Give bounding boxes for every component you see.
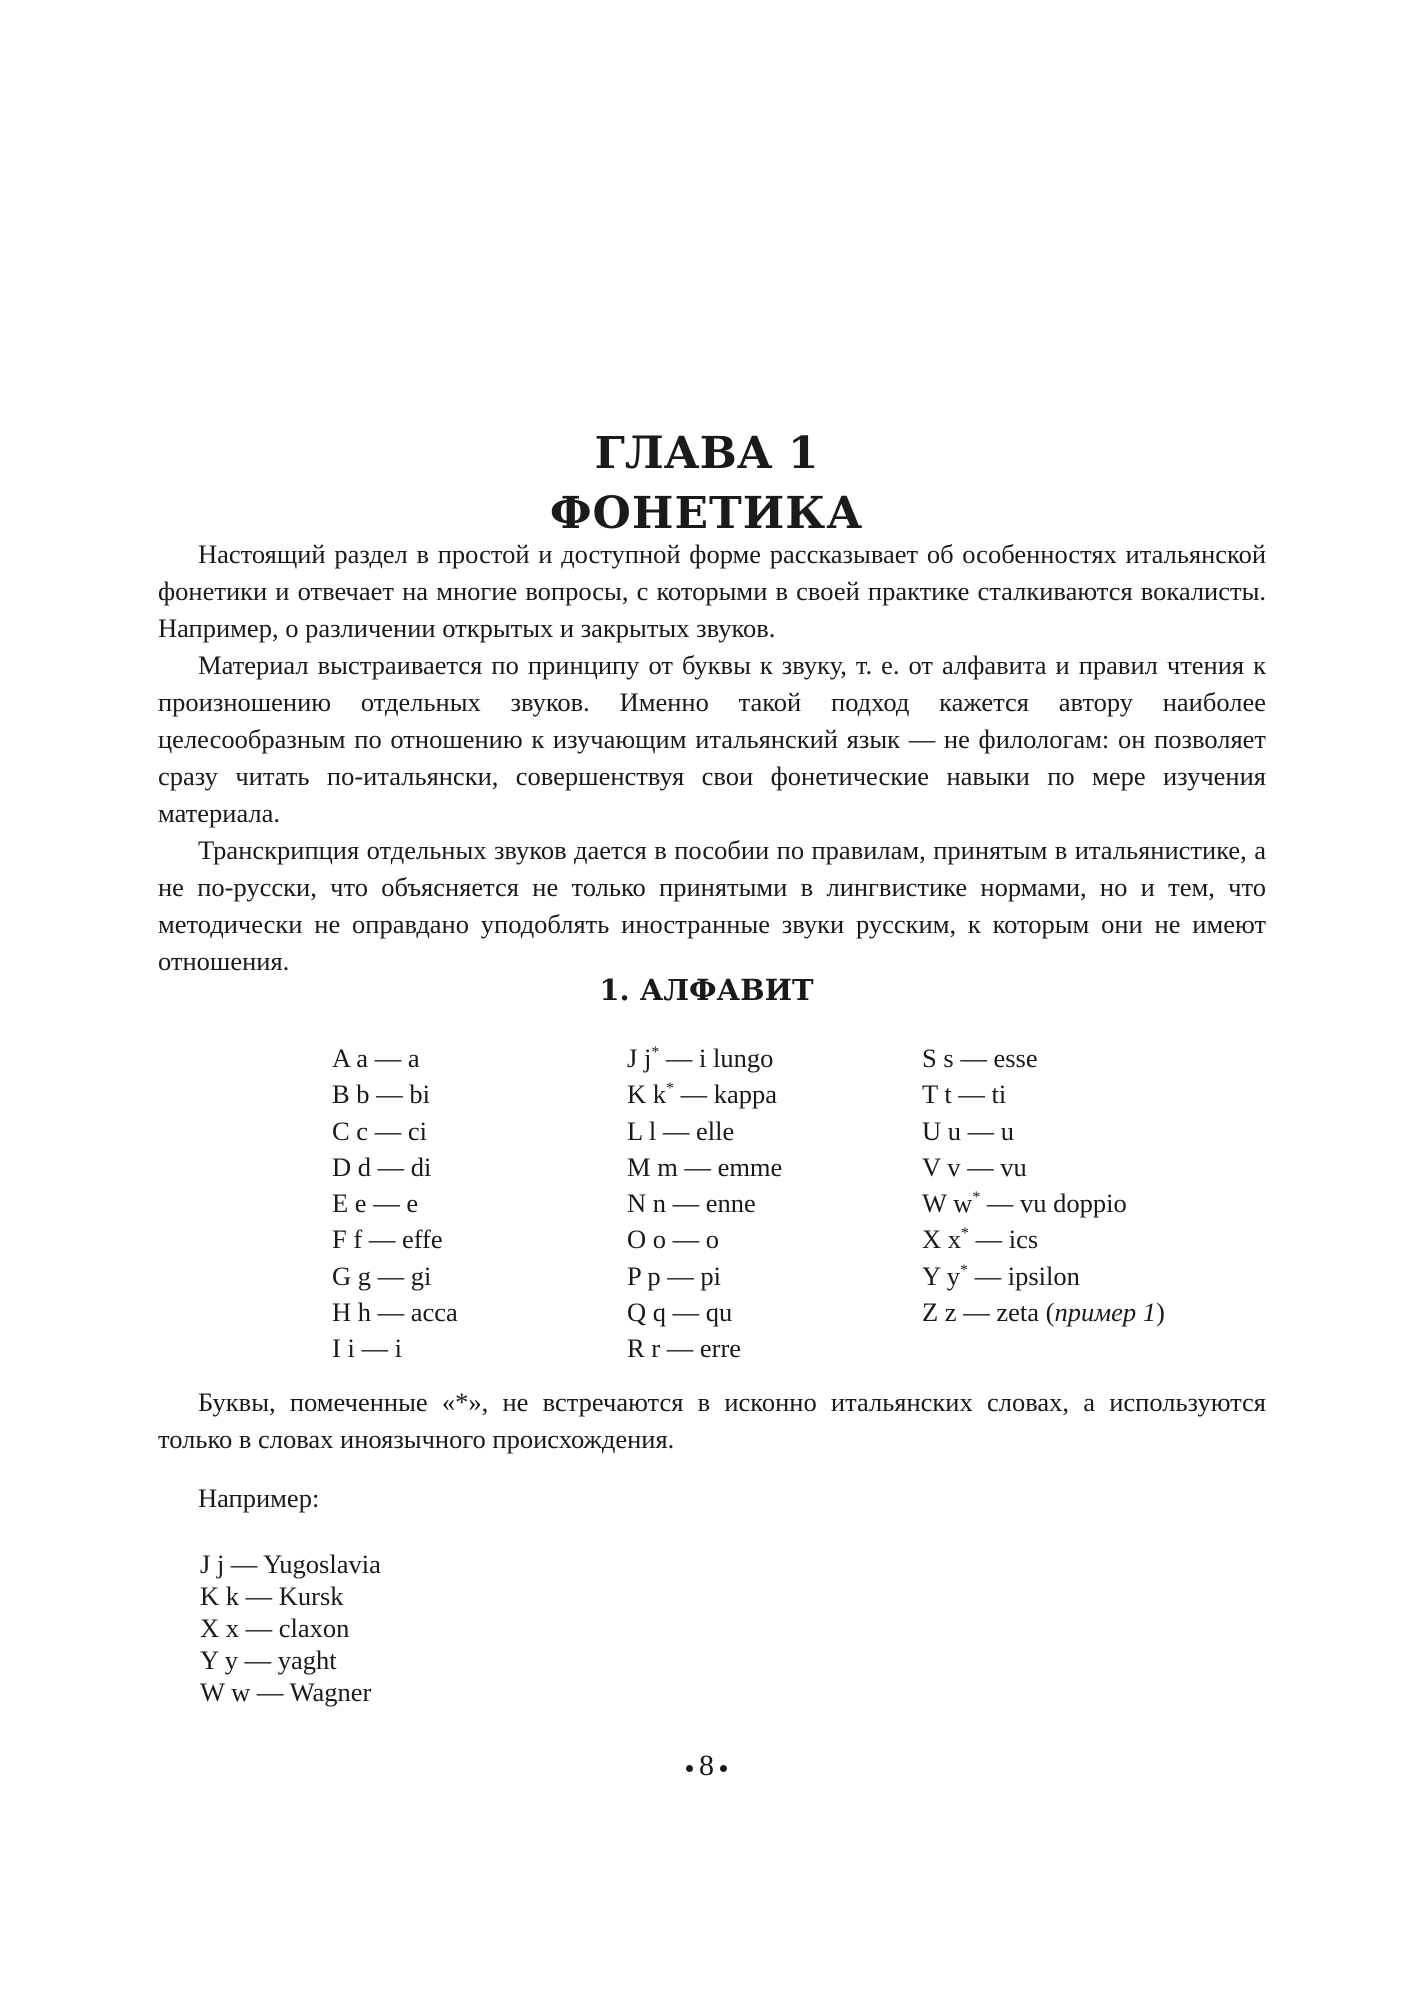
letter-name: i [394,1333,402,1364]
alphabet-letter: Y y [922,1260,961,1291]
letter-name: bi [409,1079,430,1110]
alphabet-letter: W w [922,1188,973,1219]
alphabet-column [332,1040,458,1367]
dash: — [371,1260,411,1291]
dash: — [660,1260,701,1291]
alphabet-entry [332,1221,458,1257]
alphabet-letter: R r [627,1333,661,1364]
dash: — [956,1297,997,1328]
alphabet-entry [627,1076,782,1112]
alphabet-letter: P p [627,1260,661,1291]
dash: — [666,1297,706,1328]
example-item: Y y — yaght [200,1645,337,1675]
alphabet-entry [627,1330,782,1366]
letter-name: acca [410,1297,458,1328]
letter-name: qu [705,1297,733,1328]
dash: — [354,1333,395,1364]
alphabet-entry [332,1258,458,1294]
letter-name: kappa [713,1079,777,1110]
dash: — [666,1224,706,1255]
alphabet-entry [332,1294,458,1330]
alphabet-letter: U u [922,1115,962,1146]
dash: — [677,1151,718,1182]
alphabet-letter: K k [627,1079,667,1110]
alphabet-entry [332,1040,458,1076]
dash: — [362,1224,402,1255]
page-number-value: 8 [699,1749,714,1782]
dash: — [673,1079,714,1110]
alphabet-letter: V v [922,1151,961,1182]
dash: — [369,1079,410,1110]
dash: — [371,1297,411,1328]
dash: — [666,1188,706,1219]
letter-name: di [410,1151,432,1182]
alphabet-entry [627,1185,782,1221]
intro-text [158,536,1266,980]
letter-name: u [1000,1115,1015,1146]
alphabet-entry [332,1149,458,1185]
asterisk-mark: * [960,1261,968,1279]
letter-name: emme [717,1151,783,1182]
page-number [0,1746,1413,1786]
chapter-title: ФОНЕТИКА [549,488,864,539]
alphabet-entry [922,1040,1165,1076]
example-item: J j — Yugoslavia [200,1549,381,1579]
dash: — [368,1043,408,1073]
alphabet-entry [922,1185,1165,1221]
alphabet-letter: M m [627,1151,678,1182]
alphabet-letter: J j [627,1043,652,1073]
dash: — [980,1188,1020,1219]
letter-name: pi [700,1260,722,1291]
bullet-icon [720,1765,727,1772]
alphabet-entry [922,1113,1165,1149]
intro-paragraph: Настоящий раздел в простой и доступной форме рассказывает об особенностях итальянской фонетики и отвечает на многие вопросы, с которыми в своей практике сталкиваются вокалисты. Например, о различении открытых и закрытых звуков. [158,539,1266,643]
intro-paragraph: Материал выстраивается по принципу от буквы к звуку, т. е. от алфавита и правил чтения к произношению отдельных звуков. Именно такой подход кажется автору наиболее целесообразным по отношению к изучающим итальянский язык — не филологам: он позволяет сразу читать по-итальянски, совершенствуя свои фонетические навыки по мере изучения материала. [158,650,1266,828]
letter-name: esse [993,1043,1038,1073]
letter-name: ipsilon [1007,1260,1080,1291]
asterisk-mark: * [651,1044,660,1062]
asterisk-mark: * [972,1189,981,1207]
intro-paragraph: Транскрипция отдельных звуков дается в пособии по правилам, принятым в итальянистике, а не по-русски, что объясняется не только принятыми в лингвистике нормами, но и тем, что методически не оправдано уподоблять иностранные звуки русским, к которым они не имеют отношения. [158,835,1266,976]
alphabet-entry [627,1294,782,1330]
dash: — [967,1260,1008,1291]
example-label: Например: [198,1483,320,1513]
letter-name: erre [699,1333,742,1364]
letter-name: ci [407,1115,427,1146]
alphabet-letter: Z z [922,1297,957,1328]
alphabet-entry [627,1149,782,1185]
letter-name: zeta [996,1297,1039,1328]
alphabet-letter: X x [922,1224,962,1255]
letter-name: a [407,1043,420,1073]
alphabet-column [922,1040,1165,1330]
letter-name: e [406,1188,419,1219]
asterisk-mark: * [961,1225,969,1243]
bullet-icon [686,1765,693,1772]
example-item: X x — claxon [200,1613,350,1643]
alphabet-entry [332,1185,458,1221]
letter-name: i lungo [699,1043,774,1073]
alphabet-entry [922,1221,1165,1257]
alphabet-letter: A a [332,1043,369,1073]
dash: — [953,1043,994,1073]
alphabet-entry [627,1040,782,1076]
alphabet-letter: S s [922,1043,954,1073]
alphabet-entry [627,1221,782,1257]
note-text [158,1384,1266,1458]
alphabet-entry [922,1076,1165,1112]
letter-name: vu [1000,1151,1027,1182]
alphabet-entry [332,1330,458,1366]
dash: — [366,1188,407,1219]
alphabet-letter: F f [332,1224,363,1255]
letter-name: enne [705,1188,756,1219]
alphabet-entry [627,1113,782,1149]
dash: — [659,1043,700,1073]
example-reference: (пример 1) [1038,1297,1165,1328]
chapter-number: ГЛАВА 1 [594,428,819,479]
example-item: W w — Wagner [200,1677,372,1707]
alphabet-letter: N n [627,1188,667,1219]
dash: — [660,1333,700,1364]
dash: — [951,1079,992,1110]
note-paragraph: Буквы, помеченные «*», не встречаются в исконно итальянских словах, а используются только в словах иноязычного происхождения. [158,1387,1266,1454]
alphabet-letter: B b [332,1079,370,1110]
alphabet-letter: Q q [627,1297,667,1328]
section-heading: 1. АЛФАВИТ [599,973,814,1007]
examples-list [200,1548,381,1708]
alphabet-letter: C c [332,1115,369,1146]
alphabet-letter: L l [627,1115,657,1146]
asterisk-mark: * [666,1080,674,1098]
alphabet-column [627,1040,782,1367]
alphabet-entry [922,1149,1165,1185]
alphabet-entry [332,1113,458,1149]
dash: — [368,1115,408,1146]
letter-name: o [705,1224,720,1255]
alphabet-letter: I i [332,1333,355,1364]
letter-name: effe [401,1224,443,1255]
alphabet-entry [627,1258,782,1294]
example-item: K k — Kursk [200,1581,344,1611]
letter-name: gi [410,1260,432,1291]
alphabet-entry [332,1076,458,1112]
letter-name: vu doppio [1020,1188,1127,1219]
letter-name: ti [991,1079,1007,1110]
dash: — [656,1115,696,1146]
dash: — [961,1115,1001,1146]
letter-name: ics [1008,1224,1039,1255]
alphabet-letter: O o [627,1224,667,1255]
alphabet-entry [922,1294,1165,1330]
dash: — [371,1151,411,1182]
dash: — [968,1224,1009,1255]
letter-name: elle [695,1115,735,1146]
alphabet-letter: D d [332,1151,372,1182]
alphabet-letter: T t [922,1079,952,1110]
alphabet-letter: H h [332,1297,372,1328]
alphabet-letter: E e [332,1188,367,1219]
alphabet-entry [922,1258,1165,1294]
alphabet-letter: G g [332,1260,372,1291]
dash: — [960,1151,1001,1182]
